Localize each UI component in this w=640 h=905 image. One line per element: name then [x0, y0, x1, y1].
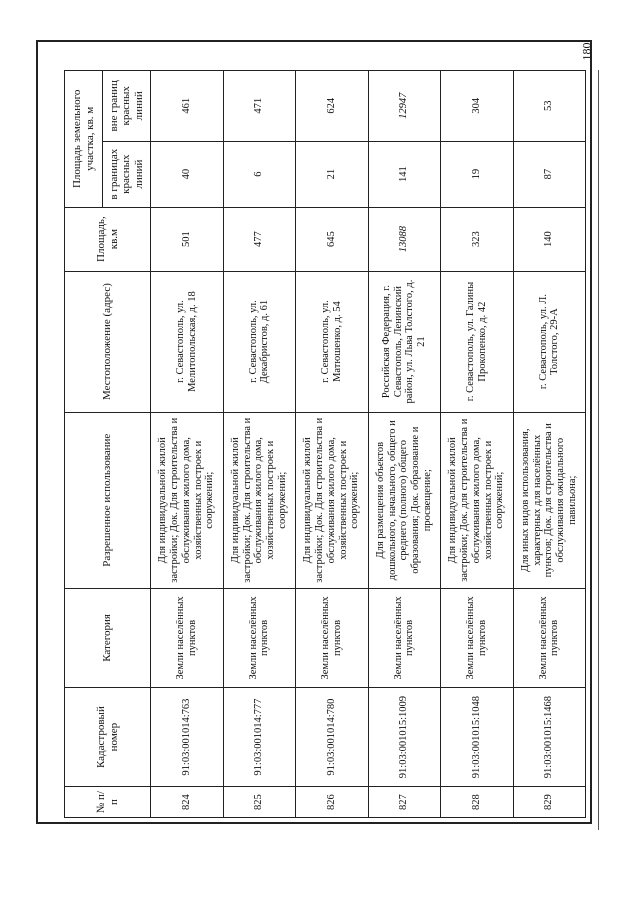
cell-cadastral: 91:03:001015:1048 — [441, 688, 514, 787]
header-area: Площадь, кв.м — [65, 207, 151, 271]
cell-num: 827 — [368, 787, 441, 818]
cell-use: Для индивидуальной жилой застройки; Док. Для строительства и обслуживания жилого дома, хозяйственных построек и сооружений; — [296, 412, 369, 588]
cell-area: 477 — [223, 207, 296, 271]
cell-category: Земли населённых пунктов — [151, 588, 224, 687]
cell-inside: 21 — [296, 141, 369, 207]
cell-outside: 304 — [441, 71, 514, 142]
cell-use: Для индивидуальной жилой застройки; Док. Для строительства и обслуживания жилого дома, хозяйственных построек и сооружений; — [151, 412, 224, 588]
cell-cadastral: 91:03:001014:763 — [151, 688, 224, 787]
table-row — [513, 71, 586, 818]
margin-line — [598, 70, 599, 830]
table-row — [151, 71, 224, 818]
cell-category: Земли населённых пунктов — [368, 588, 441, 687]
header-location: Местоположение (адрес) — [65, 271, 151, 412]
cell-outside: 471 — [223, 71, 296, 142]
cell-cadastral: 91:03:001014:780 — [296, 688, 369, 787]
header-permitted-use: Разрешенное использование — [65, 412, 151, 588]
table-row — [296, 71, 369, 818]
cell-location: г. Севастополь, ул. Л. Толстого, 29-А — [513, 271, 586, 412]
cell-category: Земли населённых пунктов — [296, 588, 369, 687]
cell-use: Для иных видов использования, характерных для населённых пунктов; Док. для строительства и обслуживания ожидального павильона; — [513, 412, 586, 588]
cell-inside: 87 — [513, 141, 586, 207]
header-num: № п/п — [65, 787, 151, 818]
cell-num: 826 — [296, 787, 369, 818]
cell-outside: 12947 — [368, 71, 441, 142]
cell-area: 323 — [441, 207, 514, 271]
cell-inside: 19 — [441, 141, 514, 207]
cell-inside: 6 — [223, 141, 296, 207]
cell-use: Для размещения объектов дошкольного, начального, общего и среднего (полного) общего образования; Док. образование и просвещение; — [368, 412, 441, 588]
header-outside-red: вне границ красных линий — [103, 71, 151, 142]
table-row — [223, 71, 296, 818]
cell-outside: 53 — [513, 71, 586, 142]
cell-area: 645 — [296, 207, 369, 271]
cell-num: 824 — [151, 787, 224, 818]
cell-category: Земли населённых пунктов — [441, 588, 514, 687]
cell-category: Земли населённых пунктов — [513, 588, 586, 687]
cell-category: Земли населённых пунктов — [223, 588, 296, 687]
cell-num: 829 — [513, 787, 586, 818]
cell-location: г. Севастополь, ул. Матюшенко, д. 54 — [296, 271, 369, 412]
cell-outside: 624 — [296, 71, 369, 142]
cell-cadastral: 91:03:001015:1009 — [368, 688, 441, 787]
cell-area: 140 — [513, 207, 586, 271]
cell-num: 825 — [223, 787, 296, 818]
cell-outside: 461 — [151, 71, 224, 142]
cell-inside: 141 — [368, 141, 441, 207]
cell-use: Для индивидуальной жилой застройки; Док. для строительства и обслуживания жилого дома, хозяйственных построек и сооружений; — [441, 412, 514, 588]
cell-inside: 40 — [151, 141, 224, 207]
header-category: Категория — [65, 588, 151, 687]
header-cadastral: Кадастровый номер — [65, 688, 151, 787]
table-row — [368, 71, 441, 818]
header-plot-area: Площадь земельного участка, кв. м — [65, 71, 103, 208]
cadastral-table — [64, 70, 586, 818]
table-row — [441, 71, 514, 818]
cell-cadastral: 91:03:001014:777 — [223, 688, 296, 787]
cell-location: Российская Федерация, г. Севастополь, Ленинский район, ул. Льва Толстого, д. 21 — [368, 271, 441, 412]
cell-location: г. Севастополь, ул. Мелитопольская, д. 18 — [151, 271, 224, 412]
cell-num: 828 — [441, 787, 514, 818]
cell-use: Для индивидуальной жилой застройки; Док. Для строительства и обслуживания жилого дома, хозяйственных построек и сооружений; — [223, 412, 296, 588]
cell-cadastral: 91:03:001015:1468 — [513, 688, 586, 787]
cell-area: 501 — [151, 207, 224, 271]
cell-location: г. Севастополь, ул. Галины Прокопенко, д. 42 — [441, 271, 514, 412]
cell-area: 13088 — [368, 207, 441, 271]
rotated-table-container — [64, 70, 586, 818]
page-number: 180 — [579, 42, 594, 61]
cell-location: г. Севастополь, ул. Декабристов, д. 61 — [223, 271, 296, 412]
header-inside-red: в границах красных линий — [103, 141, 151, 207]
